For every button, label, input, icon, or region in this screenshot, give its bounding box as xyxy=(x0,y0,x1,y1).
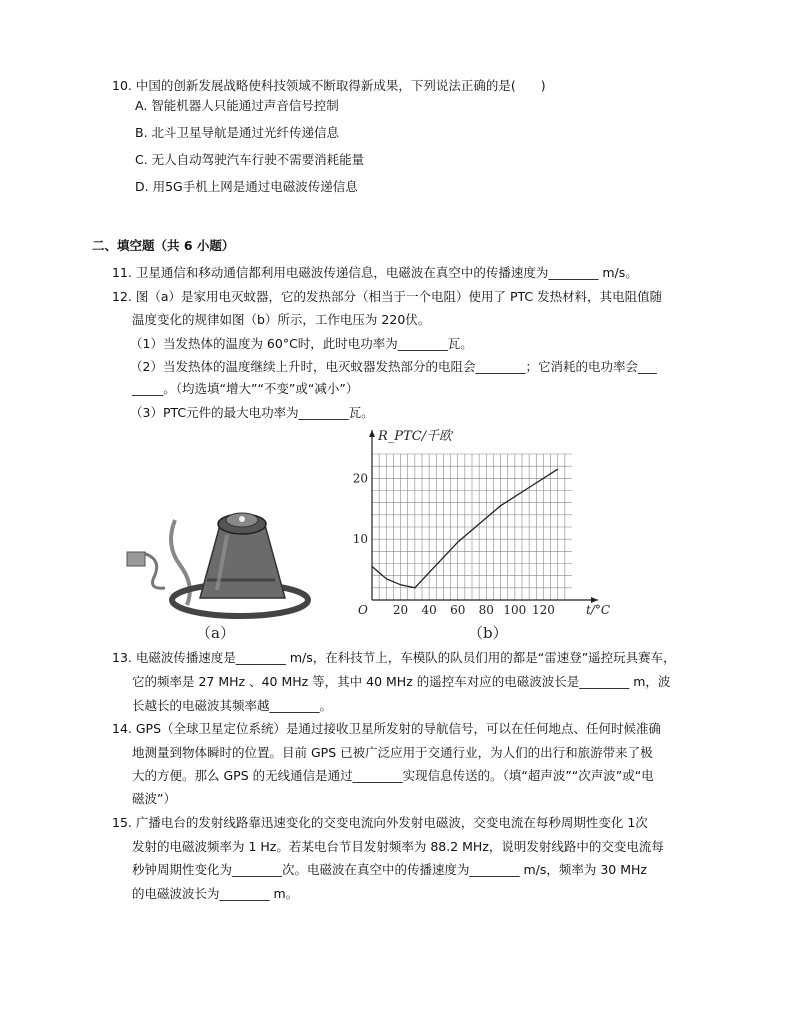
q12-line2: 温度变化的规律如图（b）所示，工作电压为 220伏。 xyxy=(132,312,431,327)
q10-option-b[interactable]: B. 北斗卫星导航是通过光纤传递信息 xyxy=(135,125,340,140)
q14-line3: 大的方便。那么 GPS 的无线通信是通过________实现信息传送的。（填“超声波”“次声波”或“电 xyxy=(132,768,654,783)
q11-text: 11. 卫星通信和移动通信都利用电磁波传递信息，电磁波在真空中的传播速度为________ m/s。 xyxy=(112,265,638,280)
q13-line2: 它的频率是 27 MHz 、40 MHz 等，其中 40 MHz 的遥控车对应的电磁波波长是________ m，波 xyxy=(132,674,671,689)
q13-line1: 13. 电磁波传播速度是________ m/s，在科技节上，车模队的队员们用的都是“雷速登”遥控玩具赛车， xyxy=(112,650,676,665)
q13-line3: 长越长的电磁波其频率越________。 xyxy=(132,698,333,713)
y-axis-label: R_PTC/千欧 xyxy=(378,429,453,444)
y-tick-label: 10 xyxy=(352,532,368,547)
y-tick-label: 20 xyxy=(352,471,368,486)
q12-sub2: （2）当发热体的温度继续上升时，电灭蚊器发热部分的电阻会________；它消耗的电功率会___ xyxy=(130,359,657,374)
q14-line1: 14. GPS（全球卫星定位系统）是通过接收卫星所发射的导航信号，可以在任何地点、任何时候准确 xyxy=(112,721,662,736)
x-tick-label: 40 xyxy=(421,603,437,616)
x-tick-label: 80 xyxy=(478,603,494,616)
figure-b-label: （b） xyxy=(468,624,508,642)
q10-option-a[interactable]: A. 智能机器人只能通过声音信号控制 xyxy=(135,98,339,113)
q10-option-c[interactable]: C. 无人自动驾驶汽车行驶不需要消耗能量 xyxy=(135,152,365,167)
q12-sub3: （3）PTC元件的最大电功率为________瓦。 xyxy=(130,405,374,420)
figure-a-label: （a） xyxy=(196,624,235,642)
q12-sub2b: _____。（均选填“增大”“不变”或“减小”） xyxy=(132,381,359,396)
x-tick-label: 20 xyxy=(392,603,409,616)
q14-line4: 磁波”） xyxy=(132,791,176,806)
y-axis-arrow xyxy=(369,430,375,437)
q15-line4: 的电磁波波长为________ m。 xyxy=(132,886,299,901)
figure-a-device xyxy=(125,490,315,620)
q12-line1: 12. 图（a）是家用电灭蚊器，它的发热部分（相当于一个电阻）使用了 PTC 发热材料，其电阻值随 xyxy=(112,289,663,304)
figure-b-chart xyxy=(350,424,615,616)
section-title: 二、填空题（共 6 小题） xyxy=(92,238,235,253)
q10-option-d[interactable]: D. 用5G手机上网是通过电磁波传递信息 xyxy=(135,179,358,194)
x-tick-label: 100 xyxy=(503,603,527,616)
x-tick-label: 120 xyxy=(531,603,555,616)
x-tick-label: 60 xyxy=(450,603,466,616)
q15-line2: 发射的电磁波频率为 1 Hz。若某电台节目发射频率为 88.2 MHz，说明发射线路中的交变电流每 xyxy=(132,839,664,854)
q14-line2: 地测量到物体瞬时的位置。目前 GPS 已被广泛应用于交通行业，为人们的出行和旅游带来了极 xyxy=(132,745,653,760)
q12-sub1: （1）当发热体的温度为 60°C时，此时电功率为________瓦。 xyxy=(130,336,473,351)
q15-line1: 15. 广播电台的发射线路靠迅速变化的交变电流向外发射电磁波，交变电流在每秒周期性变化 1次 xyxy=(112,815,648,830)
origin-label: O xyxy=(358,603,368,616)
q10-stem: 10. 中国的创新发展战略使科技领域不断取得新成果，下列说法正确的是( ) xyxy=(112,78,546,93)
x-axis-label: t/°C xyxy=(586,603,611,616)
q15-line3: 秒钟周期性变化为________次。电磁波在真空中的传播速度为________ m/s，频率为 30 MHz xyxy=(132,862,647,877)
